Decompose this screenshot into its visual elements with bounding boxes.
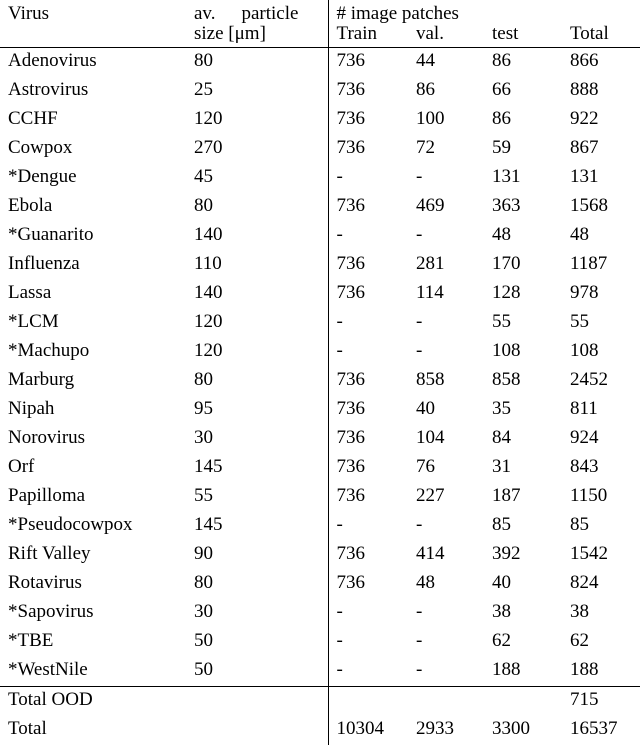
totals-row — [0, 687, 640, 717]
table-row — [0, 135, 640, 164]
cell-particle-size: 50 — [186, 657, 328, 687]
cell-particle-size: 50 — [186, 628, 328, 657]
cell-test-count: 187 — [484, 483, 562, 512]
cell-test-count: 108 — [484, 338, 562, 367]
column-header-test: test — [484, 23, 562, 48]
cell-particle-size: 45 — [186, 164, 328, 193]
cell-totals-test — [484, 687, 562, 717]
cell-val-count: 44 — [408, 48, 484, 78]
cell-train-count: 736 — [328, 425, 408, 454]
cell-test-count: 86 — [484, 106, 562, 135]
cell-test-count: 363 — [484, 193, 562, 222]
cell-virus-name: CCHF — [0, 106, 186, 135]
cell-virus-name: *Guanarito — [0, 222, 186, 251]
cell-virus-name: *LCM — [0, 309, 186, 338]
cell-train-count: - — [328, 599, 408, 628]
table-row — [0, 570, 640, 599]
cell-test-count: 35 — [484, 396, 562, 425]
cell-particle-size: 270 — [186, 135, 328, 164]
cell-totals-size — [186, 716, 328, 745]
cell-virus-name: Nipah — [0, 396, 186, 425]
table-row — [0, 541, 640, 570]
cell-totals-total: 16537 — [562, 716, 640, 745]
cell-totals-label: Total — [0, 716, 186, 745]
column-header-particle-size-line1 — [186, 0, 328, 23]
header-row-1 — [0, 0, 640, 23]
column-header-train: Train — [328, 23, 408, 48]
cell-test-count: 59 — [484, 135, 562, 164]
cell-test-count: 40 — [484, 570, 562, 599]
cell-total-count: 48 — [562, 222, 640, 251]
cell-test-count: 31 — [484, 454, 562, 483]
cell-train-count: 736 — [328, 396, 408, 425]
table-row — [0, 280, 640, 309]
table-row — [0, 367, 640, 396]
cell-particle-size: 25 — [186, 77, 328, 106]
cell-particle-size: 145 — [186, 454, 328, 483]
cell-totals-total: 715 — [562, 687, 640, 717]
cell-val-count: - — [408, 628, 484, 657]
cell-virus-name: Lassa — [0, 280, 186, 309]
cell-total-count: 888 — [562, 77, 640, 106]
cell-train-count: - — [328, 222, 408, 251]
table-row — [0, 338, 640, 367]
table-row — [0, 193, 640, 222]
cell-total-count: 1187 — [562, 251, 640, 280]
table-row — [0, 77, 640, 106]
cell-val-count: 414 — [408, 541, 484, 570]
cell-total-count: 62 — [562, 628, 640, 657]
cell-virus-name: *TBE — [0, 628, 186, 657]
cell-test-count: 85 — [484, 512, 562, 541]
cell-total-count: 867 — [562, 135, 640, 164]
table-header — [0, 0, 640, 48]
cell-virus-name: Astrovirus — [0, 77, 186, 106]
cell-total-count: 131 — [562, 164, 640, 193]
cell-test-count: 128 — [484, 280, 562, 309]
table-row — [0, 454, 640, 483]
cell-train-count: 736 — [328, 77, 408, 106]
cell-test-count: 55 — [484, 309, 562, 338]
size-header-av: av. — [194, 3, 215, 24]
cell-total-count: 2452 — [562, 367, 640, 396]
cell-virus-name: Cowpox — [0, 135, 186, 164]
cell-totals-val — [408, 687, 484, 717]
cell-test-count: 170 — [484, 251, 562, 280]
cell-val-count: 227 — [408, 483, 484, 512]
cell-train-count: - — [328, 309, 408, 338]
cell-totals-train: 10304 — [328, 716, 408, 745]
cell-particle-size: 30 — [186, 599, 328, 628]
cell-train-count: 736 — [328, 454, 408, 483]
cell-val-count: 281 — [408, 251, 484, 280]
cell-val-count: 469 — [408, 193, 484, 222]
cell-test-count: 188 — [484, 657, 562, 687]
cell-particle-size: 80 — [186, 48, 328, 78]
cell-val-count: 114 — [408, 280, 484, 309]
table-row — [0, 483, 640, 512]
cell-particle-size: 80 — [186, 193, 328, 222]
cell-train-count: - — [328, 657, 408, 687]
cell-train-count: - — [328, 164, 408, 193]
cell-val-count: - — [408, 222, 484, 251]
cell-train-count: 736 — [328, 280, 408, 309]
cell-particle-size: 110 — [186, 251, 328, 280]
table-row — [0, 251, 640, 280]
table-row — [0, 628, 640, 657]
cell-val-count: - — [408, 338, 484, 367]
cell-virus-name: Influenza — [0, 251, 186, 280]
cell-val-count: 40 — [408, 396, 484, 425]
cell-virus-name: *Machupo — [0, 338, 186, 367]
cell-test-count: 66 — [484, 77, 562, 106]
cell-virus-name: Norovirus — [0, 425, 186, 454]
cell-totals-train — [328, 687, 408, 717]
cell-total-count: 1568 — [562, 193, 640, 222]
cell-train-count: 736 — [328, 570, 408, 599]
cell-test-count: 38 — [484, 599, 562, 628]
cell-particle-size: 30 — [186, 425, 328, 454]
cell-virus-name: Rift Valley — [0, 541, 186, 570]
cell-val-count: 100 — [408, 106, 484, 135]
cell-totals-test: 3300 — [484, 716, 562, 745]
cell-total-count: 811 — [562, 396, 640, 425]
cell-train-count: - — [328, 338, 408, 367]
table-row — [0, 425, 640, 454]
table-row — [0, 164, 640, 193]
table-row — [0, 222, 640, 251]
table-row — [0, 48, 640, 78]
cell-particle-size: 95 — [186, 396, 328, 425]
column-header-virus: Virus — [0, 0, 186, 48]
table-row — [0, 106, 640, 135]
cell-val-count: 104 — [408, 425, 484, 454]
cell-val-count: 48 — [408, 570, 484, 599]
cell-train-count: 736 — [328, 367, 408, 396]
column-header-particle-size-line2: size [μm] — [186, 23, 328, 48]
cell-virus-name: Ebola — [0, 193, 186, 222]
cell-particle-size: 140 — [186, 222, 328, 251]
cell-virus-name: *WestNile — [0, 657, 186, 687]
table-totals — [0, 687, 640, 745]
cell-virus-name: *Dengue — [0, 164, 186, 193]
cell-train-count: 736 — [328, 106, 408, 135]
cell-train-count: 736 — [328, 135, 408, 164]
cell-virus-name: Marburg — [0, 367, 186, 396]
cell-test-count: 131 — [484, 164, 562, 193]
cell-val-count: - — [408, 164, 484, 193]
cell-particle-size: 90 — [186, 541, 328, 570]
table-row — [0, 396, 640, 425]
cell-virus-name: Papilloma — [0, 483, 186, 512]
cell-virus-name: Orf — [0, 454, 186, 483]
cell-total-count: 922 — [562, 106, 640, 135]
cell-particle-size: 120 — [186, 338, 328, 367]
cell-particle-size: 120 — [186, 106, 328, 135]
cell-val-count: - — [408, 512, 484, 541]
cell-total-count: 866 — [562, 48, 640, 78]
cell-val-count: 76 — [408, 454, 484, 483]
cell-train-count: 736 — [328, 193, 408, 222]
cell-totals-label: Total OOD — [0, 687, 186, 717]
cell-total-count: 1150 — [562, 483, 640, 512]
totals-row — [0, 716, 640, 745]
cell-virus-name: Adenovirus — [0, 48, 186, 78]
cell-train-count: 736 — [328, 251, 408, 280]
cell-total-count: 1542 — [562, 541, 640, 570]
cell-particle-size: 140 — [186, 280, 328, 309]
cell-particle-size: 120 — [186, 309, 328, 338]
cell-particle-size: 80 — [186, 570, 328, 599]
cell-val-count: - — [408, 309, 484, 338]
cell-test-count: 48 — [484, 222, 562, 251]
cell-virus-name: *Pseudocowpox — [0, 512, 186, 541]
cell-test-count: 84 — [484, 425, 562, 454]
column-header-image-patches: # image patches — [328, 0, 640, 23]
cell-test-count: 392 — [484, 541, 562, 570]
cell-train-count: 736 — [328, 48, 408, 78]
cell-total-count: 188 — [562, 657, 640, 687]
cell-total-count: 924 — [562, 425, 640, 454]
cell-virus-name: *Sapovirus — [0, 599, 186, 628]
cell-test-count: 858 — [484, 367, 562, 396]
cell-train-count: 736 — [328, 483, 408, 512]
cell-val-count: 86 — [408, 77, 484, 106]
cell-train-count: 736 — [328, 541, 408, 570]
table-body — [0, 48, 640, 687]
cell-particle-size: 80 — [186, 367, 328, 396]
table-row — [0, 599, 640, 628]
cell-total-count: 85 — [562, 512, 640, 541]
cell-total-count: 824 — [562, 570, 640, 599]
column-header-val: val. — [408, 23, 484, 48]
cell-particle-size: 55 — [186, 483, 328, 512]
cell-val-count: - — [408, 657, 484, 687]
cell-particle-size: 145 — [186, 512, 328, 541]
cell-total-count: 55 — [562, 309, 640, 338]
cell-test-count: 62 — [484, 628, 562, 657]
table-row — [0, 657, 640, 687]
cell-virus-name: Rotavirus — [0, 570, 186, 599]
cell-total-count: 843 — [562, 454, 640, 483]
cell-train-count: - — [328, 628, 408, 657]
table-row — [0, 512, 640, 541]
cell-val-count: - — [408, 599, 484, 628]
cell-val-count: 858 — [408, 367, 484, 396]
cell-total-count: 38 — [562, 599, 640, 628]
cell-train-count: - — [328, 512, 408, 541]
cell-totals-size — [186, 687, 328, 717]
size-header-particle: particle — [241, 3, 298, 24]
cell-totals-val: 2933 — [408, 716, 484, 745]
column-header-total: Total — [562, 23, 640, 48]
cell-total-count: 108 — [562, 338, 640, 367]
table-row — [0, 309, 640, 338]
cell-val-count: 72 — [408, 135, 484, 164]
cell-total-count: 978 — [562, 280, 640, 309]
cell-test-count: 86 — [484, 48, 562, 78]
